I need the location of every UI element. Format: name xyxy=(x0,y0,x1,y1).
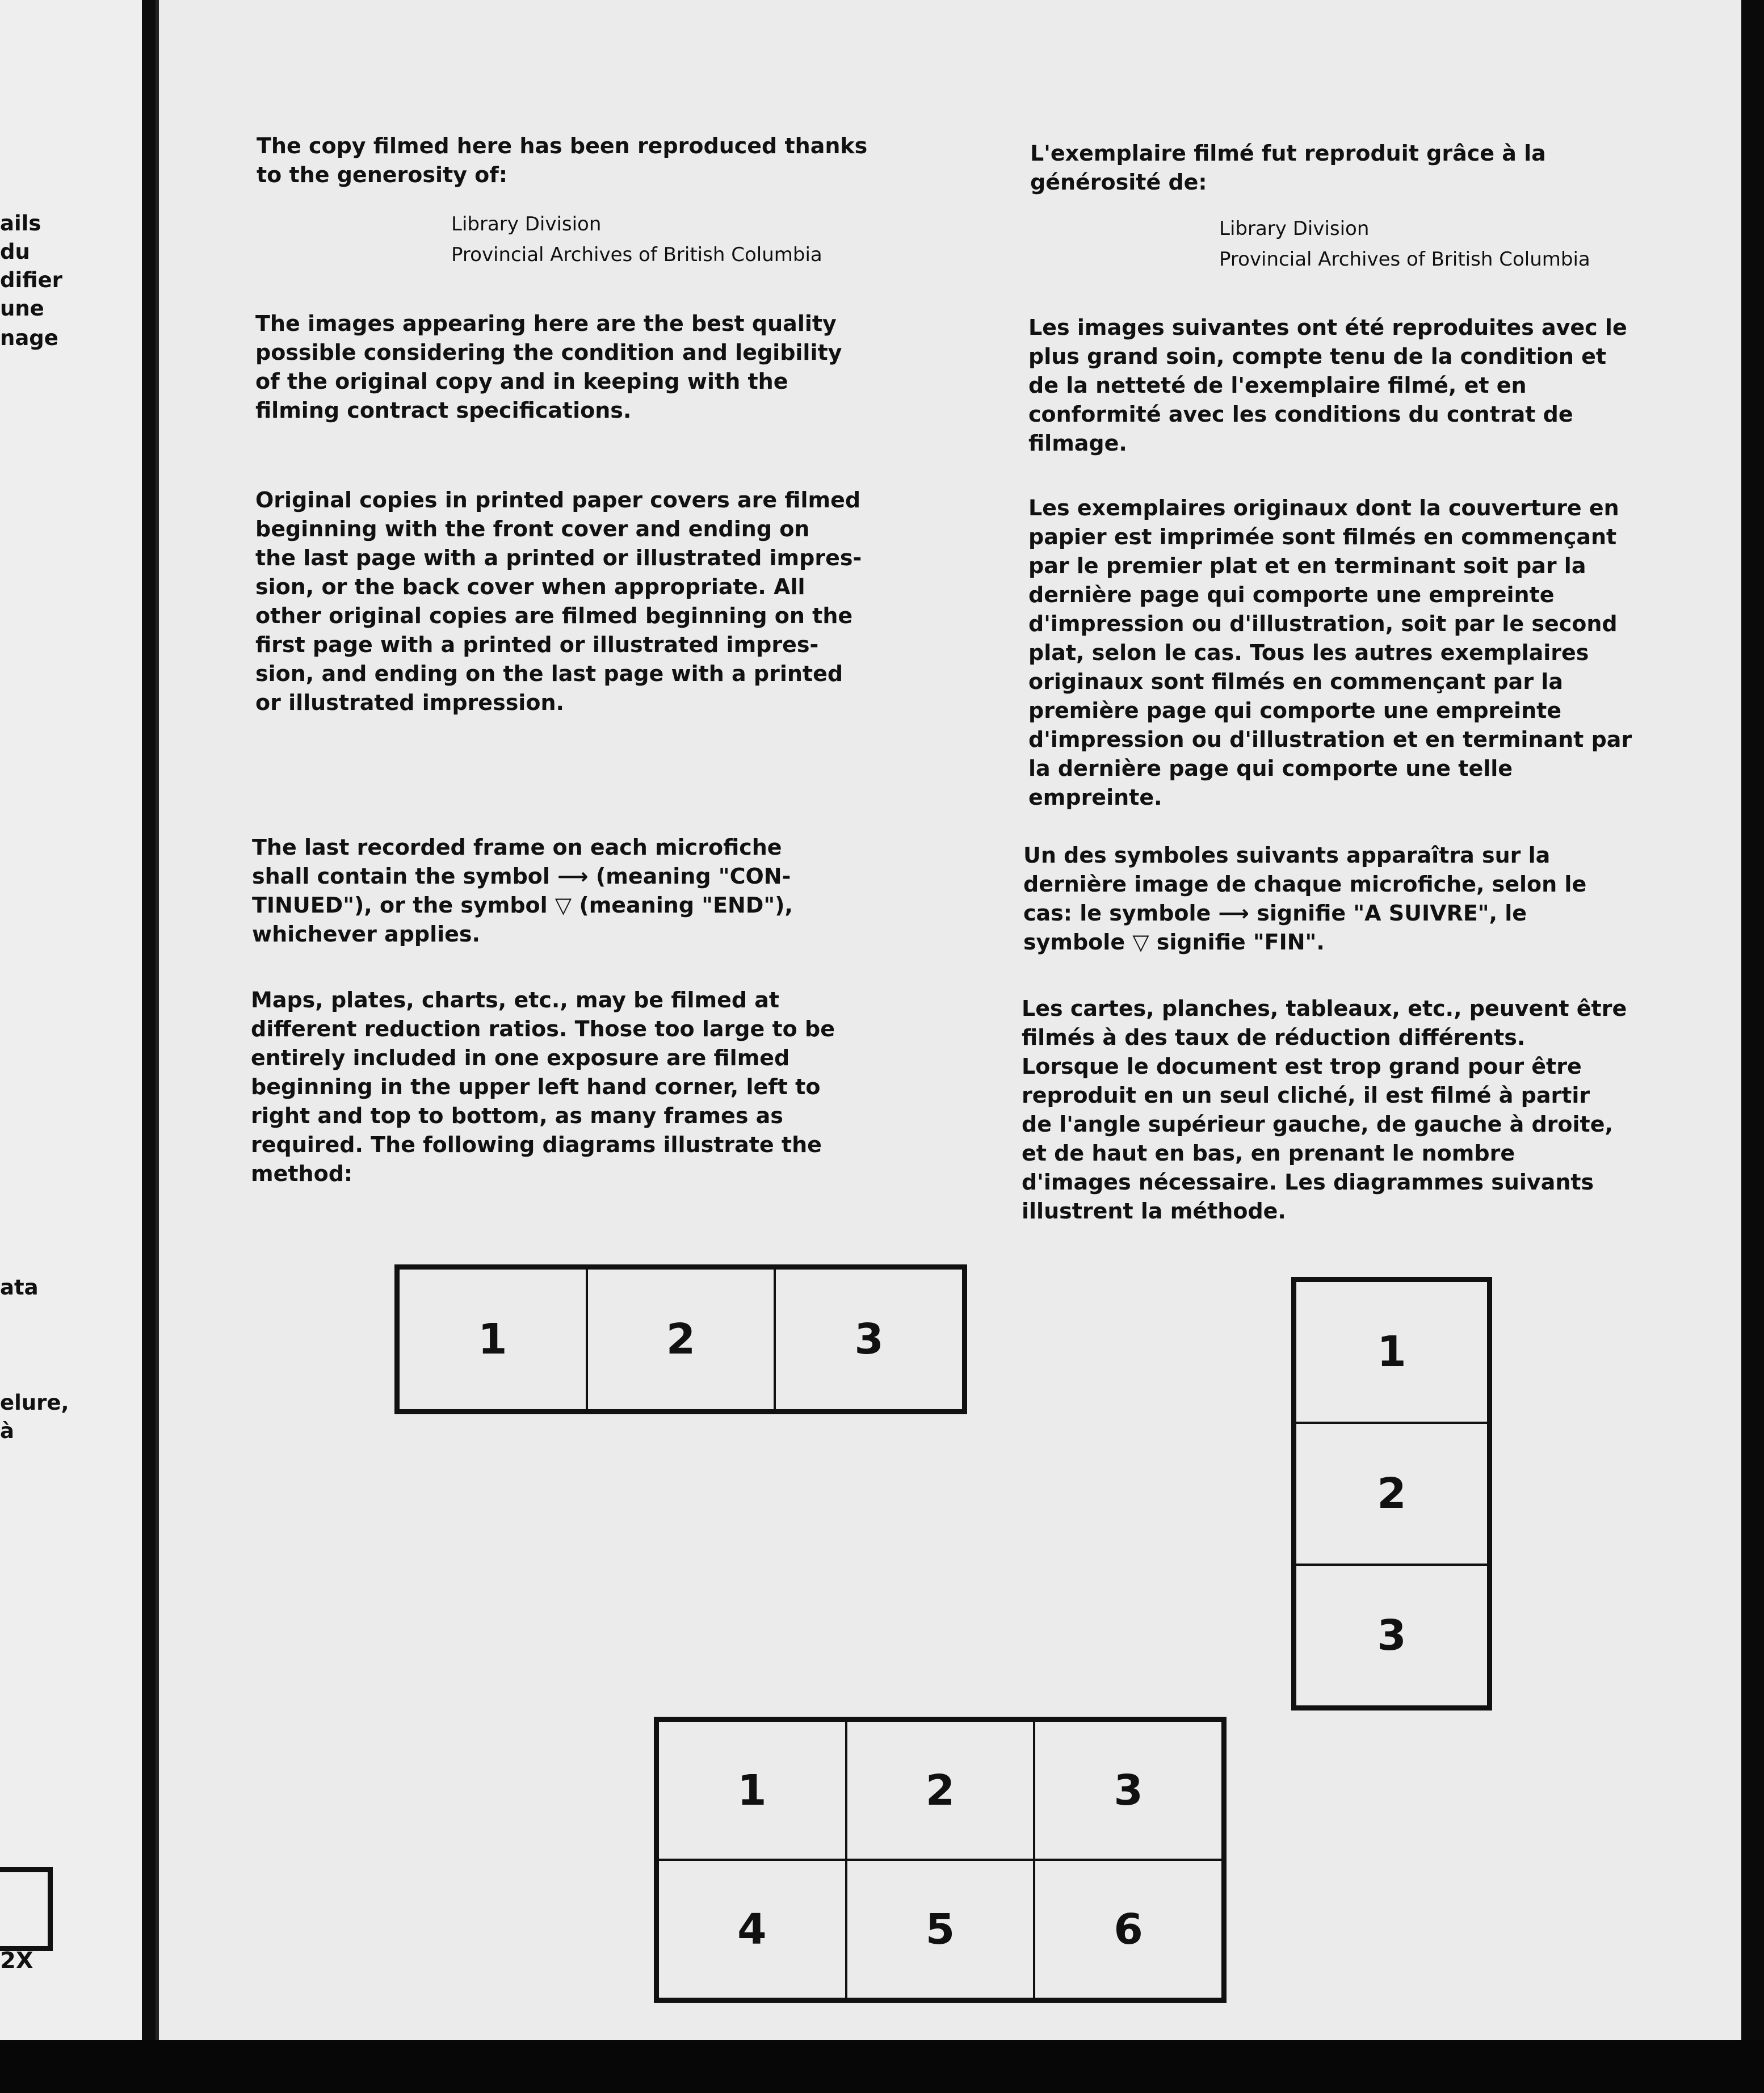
frame-cell: 1 xyxy=(658,1721,846,1860)
fragment-text: ata xyxy=(0,1275,39,1300)
diagram-grid-six-frames xyxy=(654,1717,1227,2003)
diagram-column-three-frames xyxy=(1291,1277,1492,1710)
bottom-film-edge xyxy=(0,2040,1764,2093)
english-symbols: The last recorded frame on each microfiche shall contain the symbol ⟶ (meaning "CON- TINUED"), or the symbol ▽ (meaning "END"), whichever applies. xyxy=(252,835,793,947)
french-thanks: L'exemplaire filmé fut reproduit grâce à la générosité de: xyxy=(1030,141,1546,195)
previous-page-edge xyxy=(0,0,142,2040)
frame-cell: 5 xyxy=(846,1860,1035,1999)
fragment-text: nage xyxy=(0,326,58,350)
frame-cell: 4 xyxy=(658,1860,846,1999)
french-credit: Library Division Provincial Archives of British Columbia xyxy=(1219,217,1590,271)
fragment-text: elure, xyxy=(0,1390,69,1415)
english-thanks: The copy filmed here has been reproduced thanks to the generosity of: xyxy=(257,133,868,187)
page-gutter xyxy=(142,0,156,2040)
frame-cell: 2 xyxy=(846,1721,1035,1860)
diagram-row-three-frames xyxy=(394,1264,967,1414)
scale-box xyxy=(0,1867,53,1951)
fragment-text: ails xyxy=(0,211,41,236)
english-credit: Library Division Provincial Archives of British Columbia xyxy=(451,213,822,266)
scale-label: 2X xyxy=(0,1948,33,1974)
english-originals: Original copies in printed paper covers are filmed beginning with the front cover and ending on the last page with a printed or illustrated impres- sion, or the back cover when appropriate. All other original copies are filmed beginning on the first page with a printed or illustrated impres- sion, and ending on the last page with a printed or illustrated impression. xyxy=(255,487,862,715)
frame-cell: 3 xyxy=(775,1268,963,1410)
frame-cell: 2 xyxy=(587,1268,775,1410)
right-film-edge xyxy=(1741,0,1764,2093)
fragment-text: difier xyxy=(0,268,62,292)
frame-cell: 3 xyxy=(1034,1721,1223,1860)
fragment-text: une xyxy=(0,296,44,321)
frame-cell: 3 xyxy=(1295,1565,1488,1707)
frame-cell: 1 xyxy=(398,1268,587,1410)
frame-cell: 1 xyxy=(1295,1281,1488,1423)
english-quality: The images appearing here are the best quality possible considering the condition and legibility of the original copy and in keeping with the filming contract specifications. xyxy=(255,311,842,423)
english-maps: Maps, plates, charts, etc., may be filmed at different reduction ratios. Those too large to be entirely included in one exposure are filmed beginning in the upper left hand corner, left to right and top to bottom, as many frames as required. The following diagrams illustrate the method: xyxy=(251,987,835,1186)
french-originals: Les exemplaires originaux dont la couverture en papier est imprimée sont filmés en commençant par le premier plat et en terminant soit par la dernière page qui comporte une empreinte d'impression ou d'illustration, soit par le second plat, selon le cas. Tous les autres exemplaires originaux sont filmés en commençant par la première page qui comporte une empreinte d'impression ou d'illustration et en terminant par la dernière page qui comporte une telle empreinte. xyxy=(1028,495,1632,810)
french-quality: Les images suivantes ont été reproduites avec le plus grand soin, compte tenu de la condition et de la netteté de l'exemplaire filmé, et en conformité avec les conditions du contrat de filmage. xyxy=(1028,315,1627,456)
french-maps: Les cartes, planches, tableaux, etc., peuvent être filmés à des taux de réduction différents. Lorsque le document est trop grand pour être reproduit en un seul cliché, il est filmé à partir de l'angle supérieur gauche, de gauche à droite, et de haut en bas, en prenant le nombre d'images nécessaire. Les diagrammes suivants illustrent la méthode. xyxy=(1022,996,1627,1224)
frame-cell: 2 xyxy=(1295,1423,1488,1565)
fragment-text: du xyxy=(0,239,30,264)
fragment-text: à xyxy=(0,1419,14,1443)
frame-cell: 6 xyxy=(1034,1860,1223,1999)
french-symbols: Un des symboles suivants apparaîtra sur la dernière image de chaque microfiche, selon le cas: le symbole ⟶ signifie "A SUIVRE", le symbole ▽ signifie "FIN". xyxy=(1023,843,1587,955)
